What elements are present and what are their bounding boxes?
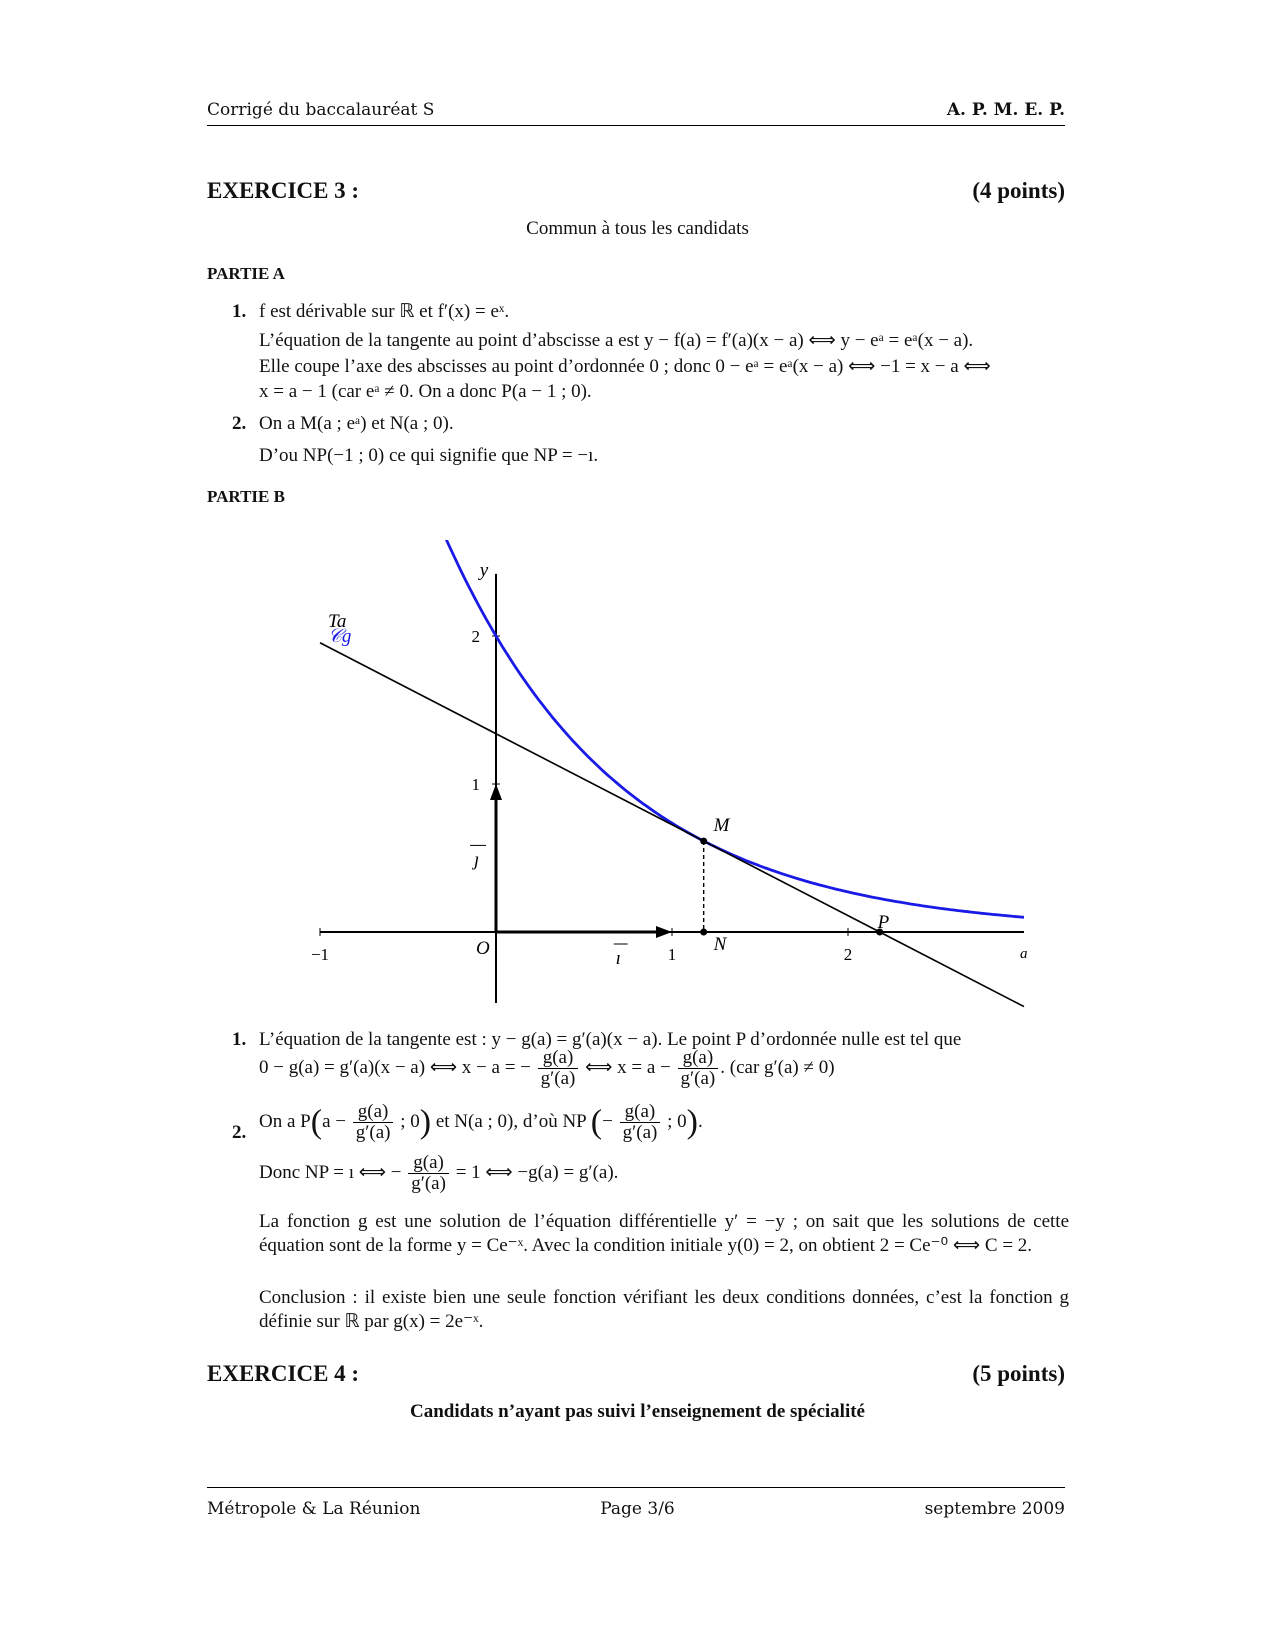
fraction-g-over-gprime — [408, 1153, 449, 1194]
partB-item1-line2-c: . (car g′(a) ≠ 0) — [720, 1056, 835, 1078]
x-tick-label: 1 — [667, 945, 677, 964]
footer-right: septembre 2009 — [924, 1499, 1065, 1519]
frac-num: g(a) — [353, 1102, 394, 1123]
text-on-a-p: On a P — [259, 1110, 311, 1132]
frac-num: g(a) — [408, 1153, 449, 1174]
x-end-label: a — [1020, 946, 1028, 962]
paren-close: ) — [686, 1103, 698, 1141]
point-m — [700, 838, 707, 845]
curve-cg-label: 𝒞g — [328, 626, 352, 647]
frac-num: g(a) — [678, 1048, 719, 1069]
frac-den: g′(a) — [622, 1122, 658, 1143]
partB-item1-line1: L’équation de la tangente est : y − g(a) = g′(a)(x − a). Le point P d’ordonnée nulle est tel que — [259, 1029, 962, 1050]
partB-item2-line1: On a P(a − $\frac{g(a)}{g'(a)}$ ; 0) et N(a ; 0), d’où NP (− $\frac{g(a)}{g'(a)}$ ; 0). — [259, 1101, 703, 1143]
frac-den: g′(a) — [355, 1122, 391, 1143]
paren-close: ) — [419, 1103, 432, 1141]
frac-num: g(a) — [620, 1102, 661, 1123]
text-donc-np: Donc NP = ı ⟺ − — [259, 1161, 402, 1183]
curves — [320, 540, 1024, 1007]
partB-item2-line2 — [259, 1153, 1069, 1194]
point-label-p: P — [877, 912, 890, 933]
exercise4-subtitle: Candidats n’ayant pas suivi l’enseignement de spécialité — [410, 1401, 865, 1422]
footer-left: Métropole & La Réunion — [207, 1499, 421, 1519]
partA-title: PARTIE A — [207, 264, 285, 283]
frac-den: g′(a) — [680, 1068, 716, 1089]
function-graph — [300, 540, 1060, 1010]
partB-item1-line2 — [259, 1048, 1069, 1089]
partA-item1-line4: x = a − 1 (car eᵃ ≠ 0. On a donc P(a − 1 ; 0). — [259, 381, 592, 402]
text-semicolon-zero-2: ; 0 — [667, 1110, 687, 1132]
tangent-label: Ta — [328, 610, 347, 632]
paren-open: ( — [310, 1103, 323, 1141]
x-tick-label: 2 — [843, 945, 853, 964]
text-equals-one: = 1 ⟺ −g(a) = g′(a). — [455, 1161, 619, 1183]
curve-cg — [320, 540, 1024, 917]
fraction-g-over-gprime — [620, 1102, 661, 1143]
exercise4-points: (5 points) — [972, 1361, 1065, 1386]
partB-item2-number: 2. — [232, 1122, 247, 1143]
partA-item1-line3: Elle coupe l’axe des abscisses au point d’ordonnée 0 ; donc 0 − eᵃ = eᵃ(x − a) ⟺ −1 = x − a ⟺ — [259, 356, 991, 377]
partA-item2-line1: On a M(a ; eᵃ) et N(a ; 0). — [259, 413, 454, 434]
header-left: Corrigé du baccalauréat S — [207, 100, 435, 120]
exercise3-subtitle: Commun à tous les candidats — [526, 218, 749, 239]
point-label-o: O — [476, 938, 490, 959]
partA-item2-number: 2. — [232, 413, 247, 434]
exercise3-title: EXERCICE 3 : — [207, 178, 360, 203]
text-et-n: et N(a ; 0), d’où NP — [435, 1110, 587, 1132]
partB-item2-para2: Conclusion : il existe bien une seule fonction vérifiant les deux conditions données, c’est la fonction g définie sur ℝ par g(x) = 2e⁻ˣ. — [259, 1287, 1069, 1332]
partA-item1-number: 1. — [232, 301, 247, 322]
footer-rule — [207, 1487, 1065, 1488]
y-tick-label: 1 — [471, 775, 480, 794]
ticks — [311, 627, 852, 964]
partB-item1-line2-a: 0 − g(a) = g′(a)(x − a) ⟺ x − a = − — [259, 1056, 531, 1078]
vector-j-arrowhead — [490, 784, 502, 800]
point-label-n: N — [713, 934, 727, 955]
fraction-g-over-gprime — [353, 1102, 394, 1143]
frac-den: g′(a) — [411, 1173, 446, 1194]
axes — [320, 574, 1024, 1003]
point-n — [700, 929, 707, 936]
fraction-g-over-gprime — [538, 1048, 579, 1089]
text-a-minus: a − — [322, 1110, 346, 1132]
partA-item1-line2: L’équation de la tangente au point d’abscisse a est y − f(a) = f′(a)(x − a) ⟺ y − eᵃ = eᵃ(x − a). — [259, 330, 974, 351]
partB-title: PARTIE B — [207, 487, 285, 506]
text-minus: − — [602, 1110, 613, 1132]
exercise4-title: EXERCICE 4 : — [207, 1361, 360, 1386]
paren-open: ( — [590, 1103, 603, 1141]
x-tick-label: −1 — [310, 945, 330, 964]
footer-center: Page 3/6 — [600, 1499, 675, 1519]
partB-item1-number: 1. — [232, 1029, 247, 1050]
fraction-g-over-gprime — [678, 1048, 719, 1089]
vector-i-label: ı — [615, 948, 621, 969]
header-rule — [207, 125, 1065, 126]
partB-item1-line2-b: ⟺ x = a − — [585, 1056, 671, 1078]
y-tick-label: 2 — [471, 627, 480, 646]
text-semicolon-zero: ; 0 — [400, 1110, 420, 1132]
partA-item2-line2: D’ou NP(−1 ; 0) ce qui signifie que NP = −ı. — [259, 445, 599, 466]
partA-item1-line1: f est dérivable sur ℝ et f′(x) = eˣ. — [259, 301, 510, 322]
graph-labels — [328, 560, 1028, 969]
vector-i-arrowhead — [656, 926, 672, 938]
frac-num: g(a) — [538, 1048, 579, 1069]
vector-j-label: ȷ — [474, 849, 480, 871]
exercise3-points: (4 points) — [972, 178, 1065, 203]
point-label-m: M — [713, 815, 730, 837]
header-right: A. P. M. E. P. — [946, 100, 1065, 120]
partB-item2-para1: La fonction g est une solution de l’équation différentielle y′ = −y ; on sait que les solutions de cette équation sont de la forme y = Ce⁻ˣ. Avec la condition initiale y(0) = 2, on obtient 2 = Ce⁻⁰ ⟺ C = 2. — [259, 1211, 1069, 1256]
frac-den: g′(a) — [540, 1068, 576, 1089]
y-axis-label: y — [479, 560, 489, 581]
